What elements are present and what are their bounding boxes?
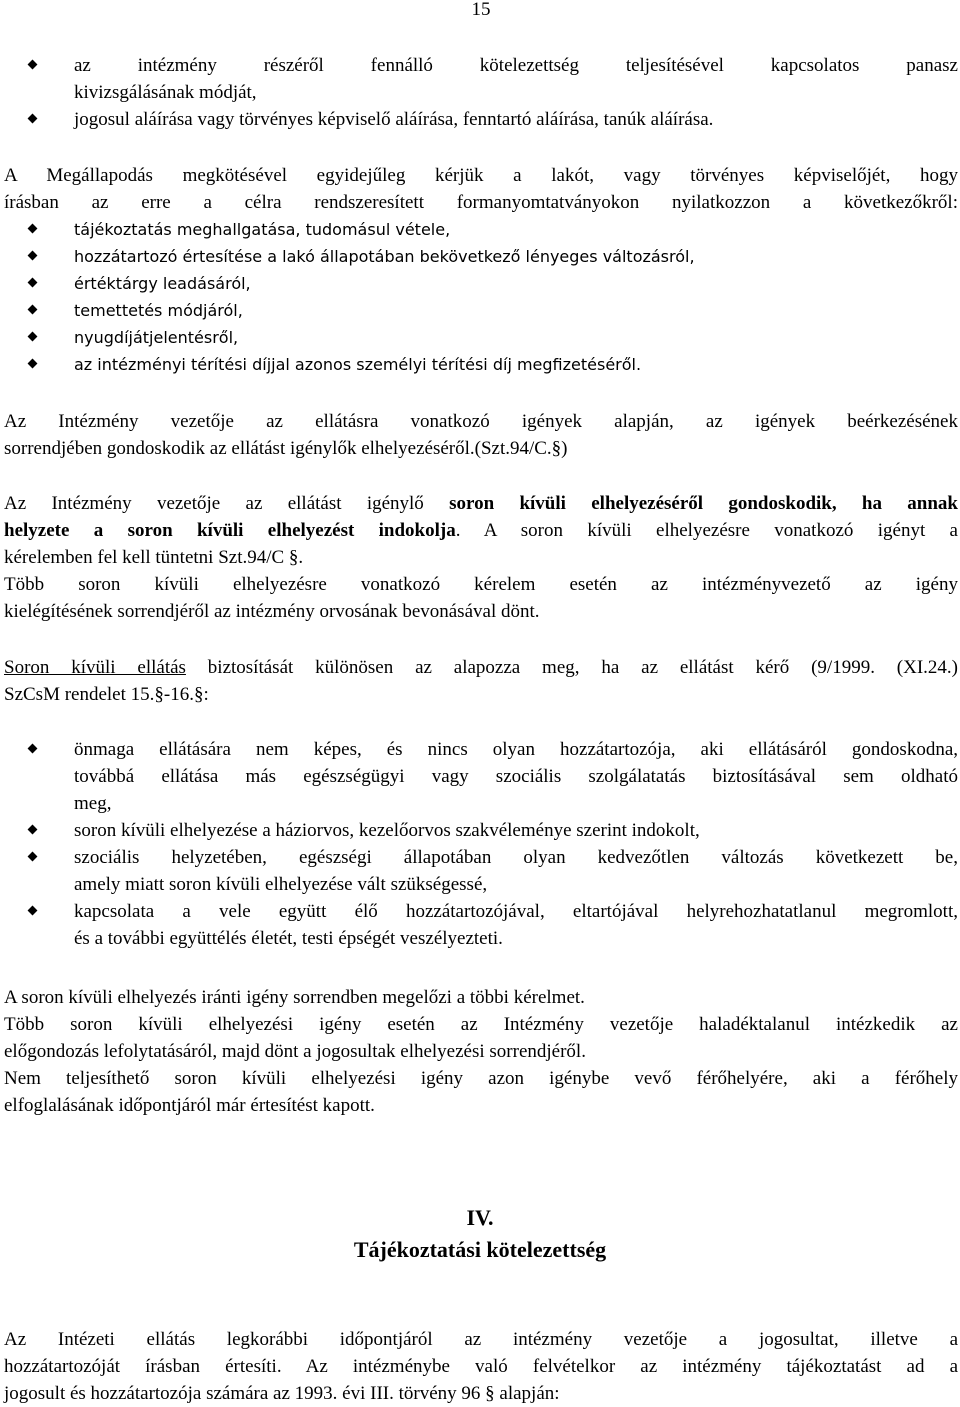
- paragraph-line: Az Intézmény vezetője az ellátásra vonatkozó igények alapján, az igények beérkezésének: [4, 411, 958, 432]
- paragraph-line: sorrendjében gondoskodik az ellátást igénylők elhelyezéséről.(Szt.94/C.§): [4, 438, 568, 459]
- paragraph-line: A Megállapodás megkötésével egyidejűleg kérjük a lakót, vagy törvényes képviselőjét, hogy: [4, 165, 958, 186]
- list-item-text: meg,: [74, 793, 112, 814]
- list-item-text: hozzátartozó értesítése a lakó állapotában bekövetkező lényeges változásról,: [74, 247, 695, 266]
- diamond-bullet-icon: [28, 825, 38, 835]
- nyilatkozat-list: [4, 216, 958, 378]
- paragraph-line: A soron kívüli elhelyezés iránti igény sorrendben megelőzi a többi kérelmet.: [4, 987, 585, 1008]
- list-item-text: önmaga ellátására nem képes, és nincs olyan hozzátartozója, aki ellátásáról gondoskodna,: [74, 739, 958, 760]
- diamond-bullet-icon: [28, 744, 38, 754]
- list-item-text: soron kívüli elhelyezése a háziorvos, kezelőorvos szakvéleménye szerint indokolt,: [74, 820, 700, 841]
- list-item: [4, 898, 958, 952]
- top-bullet-list: [4, 52, 958, 133]
- soron-kivuli-paragraph: [4, 490, 958, 625]
- list-item: [4, 297, 958, 324]
- diamond-bullet-icon: [28, 114, 38, 124]
- megelozi-paragraph: [4, 984, 958, 1119]
- list-item-text: amely miatt soron kívüli elhelyezése vált szükségessé,: [74, 874, 488, 895]
- list-item-text: továbbá ellátása más egészségügyi vagy szociális szolgálatatás biztosításával sem oldható: [74, 766, 958, 787]
- paragraph-text: biztosítását különösen az alapozza meg, ha az ellátást kérő (9/1999. (XI.24.): [185, 657, 958, 678]
- list-item: [4, 351, 958, 378]
- paragraph-line: [4, 654, 958, 681]
- page-number: 15: [471, 0, 491, 20]
- paragraph-line: előgondozás lefolytatásáról, majd dönt a jogosultak elhelyezési sorrendjéről.: [4, 1041, 586, 1062]
- list-item: [4, 817, 958, 844]
- diamond-bullet-icon: [28, 278, 38, 288]
- diamond-bullet-icon: [28, 906, 38, 916]
- section-title: Tájékoztatási kötelezettség: [353, 1237, 607, 1262]
- list-item-text: az intézményi térítési díjjal azonos személyi térítési díj megfizetéséről.: [74, 355, 642, 374]
- diamond-bullet-icon: [28, 359, 38, 369]
- paragraph-line: Több soron kívüli elhelyezési igény esetén az Intézmény vezetője haladéktalanul intézkedik az: [4, 1014, 958, 1035]
- paragraph-line: Nem teljesíthető soron kívüli elhelyezési igény azon igénybe vevő férőhelyére, aki a férőhely: [4, 1068, 958, 1089]
- list-item: [4, 324, 958, 351]
- list-item: [4, 270, 958, 297]
- list-item: [4, 243, 958, 270]
- bold-text: helyzete a soron kívüli elhelyezést indokolja: [4, 520, 456, 541]
- list-item-text: értéktárgy leadásáról,: [74, 274, 251, 293]
- list-item-text: szociális helyzetében, egészségi állapotában olyan kedvezőtlen változás következett be,: [74, 847, 958, 868]
- paragraph-line: [4, 517, 958, 544]
- diamond-bullet-icon: [28, 251, 38, 261]
- paragraph-line: kielégítésének sorrendjéről az intézmény orvosának bevonásával dönt.: [4, 601, 540, 622]
- list-item-text: tájékoztatás meghallgatása, tudomásul vétele,: [74, 220, 451, 239]
- list-item-text: jogosul aláírása vagy törvényes képviselő aláírása, fenntartó aláírása, tanúk aláírása.: [74, 109, 714, 130]
- paragraph-line: Több soron kívüli elhelyezésre vonatkozó kérelem esetén az intézményvezető az igény: [4, 574, 958, 595]
- section-number: IV.: [466, 1205, 494, 1230]
- paragraph-line: SzCsM rendelet 15.§-16.§:: [4, 684, 209, 705]
- alapozza-paragraph: [4, 654, 958, 708]
- list-item-text: temettetés módjáról,: [74, 301, 243, 320]
- final-paragraph: [4, 1326, 958, 1407]
- paragraph-line: kérelemben fel kell tüntetni Szt.94/C §.: [4, 547, 304, 568]
- paragraph-line: elfoglalásának időpontjáról már értesítést kapott.: [4, 1095, 375, 1116]
- diamond-bullet-icon: [28, 305, 38, 315]
- list-item-text: és a további együttélés életét, testi épségét veszélyezteti.: [74, 928, 503, 949]
- sorrend-paragraph: [4, 408, 958, 462]
- underlined-text: Soron kívüli ellátás: [4, 657, 186, 678]
- paragraph-line: hozzátartozóját írásban értesíti. Az intézménybe való felvételkor az intézmény tájékoztatást ad a: [4, 1356, 958, 1377]
- list-item-text: kivizsgálásának módját,: [74, 82, 257, 103]
- paragraph-text: . A soron kívüli elhelyezésre vonatkozó igényt a: [455, 520, 958, 541]
- condition-list: [4, 736, 958, 952]
- diamond-bullet-icon: [28, 332, 38, 342]
- intro-paragraph: [4, 162, 958, 216]
- bold-text: soron kívüli elhelyezéséről gondoskodik, ha annak: [449, 493, 958, 514]
- paragraph-line: jogosult és hozzátartozója számára az 1993. évi III. törvény 96 § alapján:: [4, 1383, 560, 1404]
- paragraph-line: Az Intézeti ellátás legkorábbi időpontjáról az intézmény vezetője a jogosultat, illetve a: [4, 1329, 958, 1350]
- diamond-bullet-icon: [28, 852, 38, 862]
- list-item-text: nyugdíjátjelentésről,: [74, 328, 239, 347]
- list-item: [4, 106, 958, 133]
- list-item: [4, 216, 958, 243]
- list-item: [4, 736, 958, 817]
- diamond-bullet-icon: [28, 224, 38, 234]
- list-item-text: kapcsolata a vele együtt élő hozzátartozójával, eltartójával helyrehozhatatlanul megromlott,: [74, 901, 958, 922]
- paragraph-line: írásban az erre a célra rendszeresített formanyomtatványokon nyilatkozzon a következőkről:: [4, 192, 958, 213]
- paragraph-text: Az Intézmény vezetője az ellátást igénylő: [4, 493, 450, 514]
- list-item: [4, 52, 958, 106]
- diamond-bullet-icon: [28, 60, 38, 70]
- list-item-text: az intézmény részéről fennálló kötelezettség teljesítésével kapcsolatos panasz: [74, 55, 958, 76]
- paragraph-line: [4, 490, 958, 517]
- list-item: [4, 844, 958, 898]
